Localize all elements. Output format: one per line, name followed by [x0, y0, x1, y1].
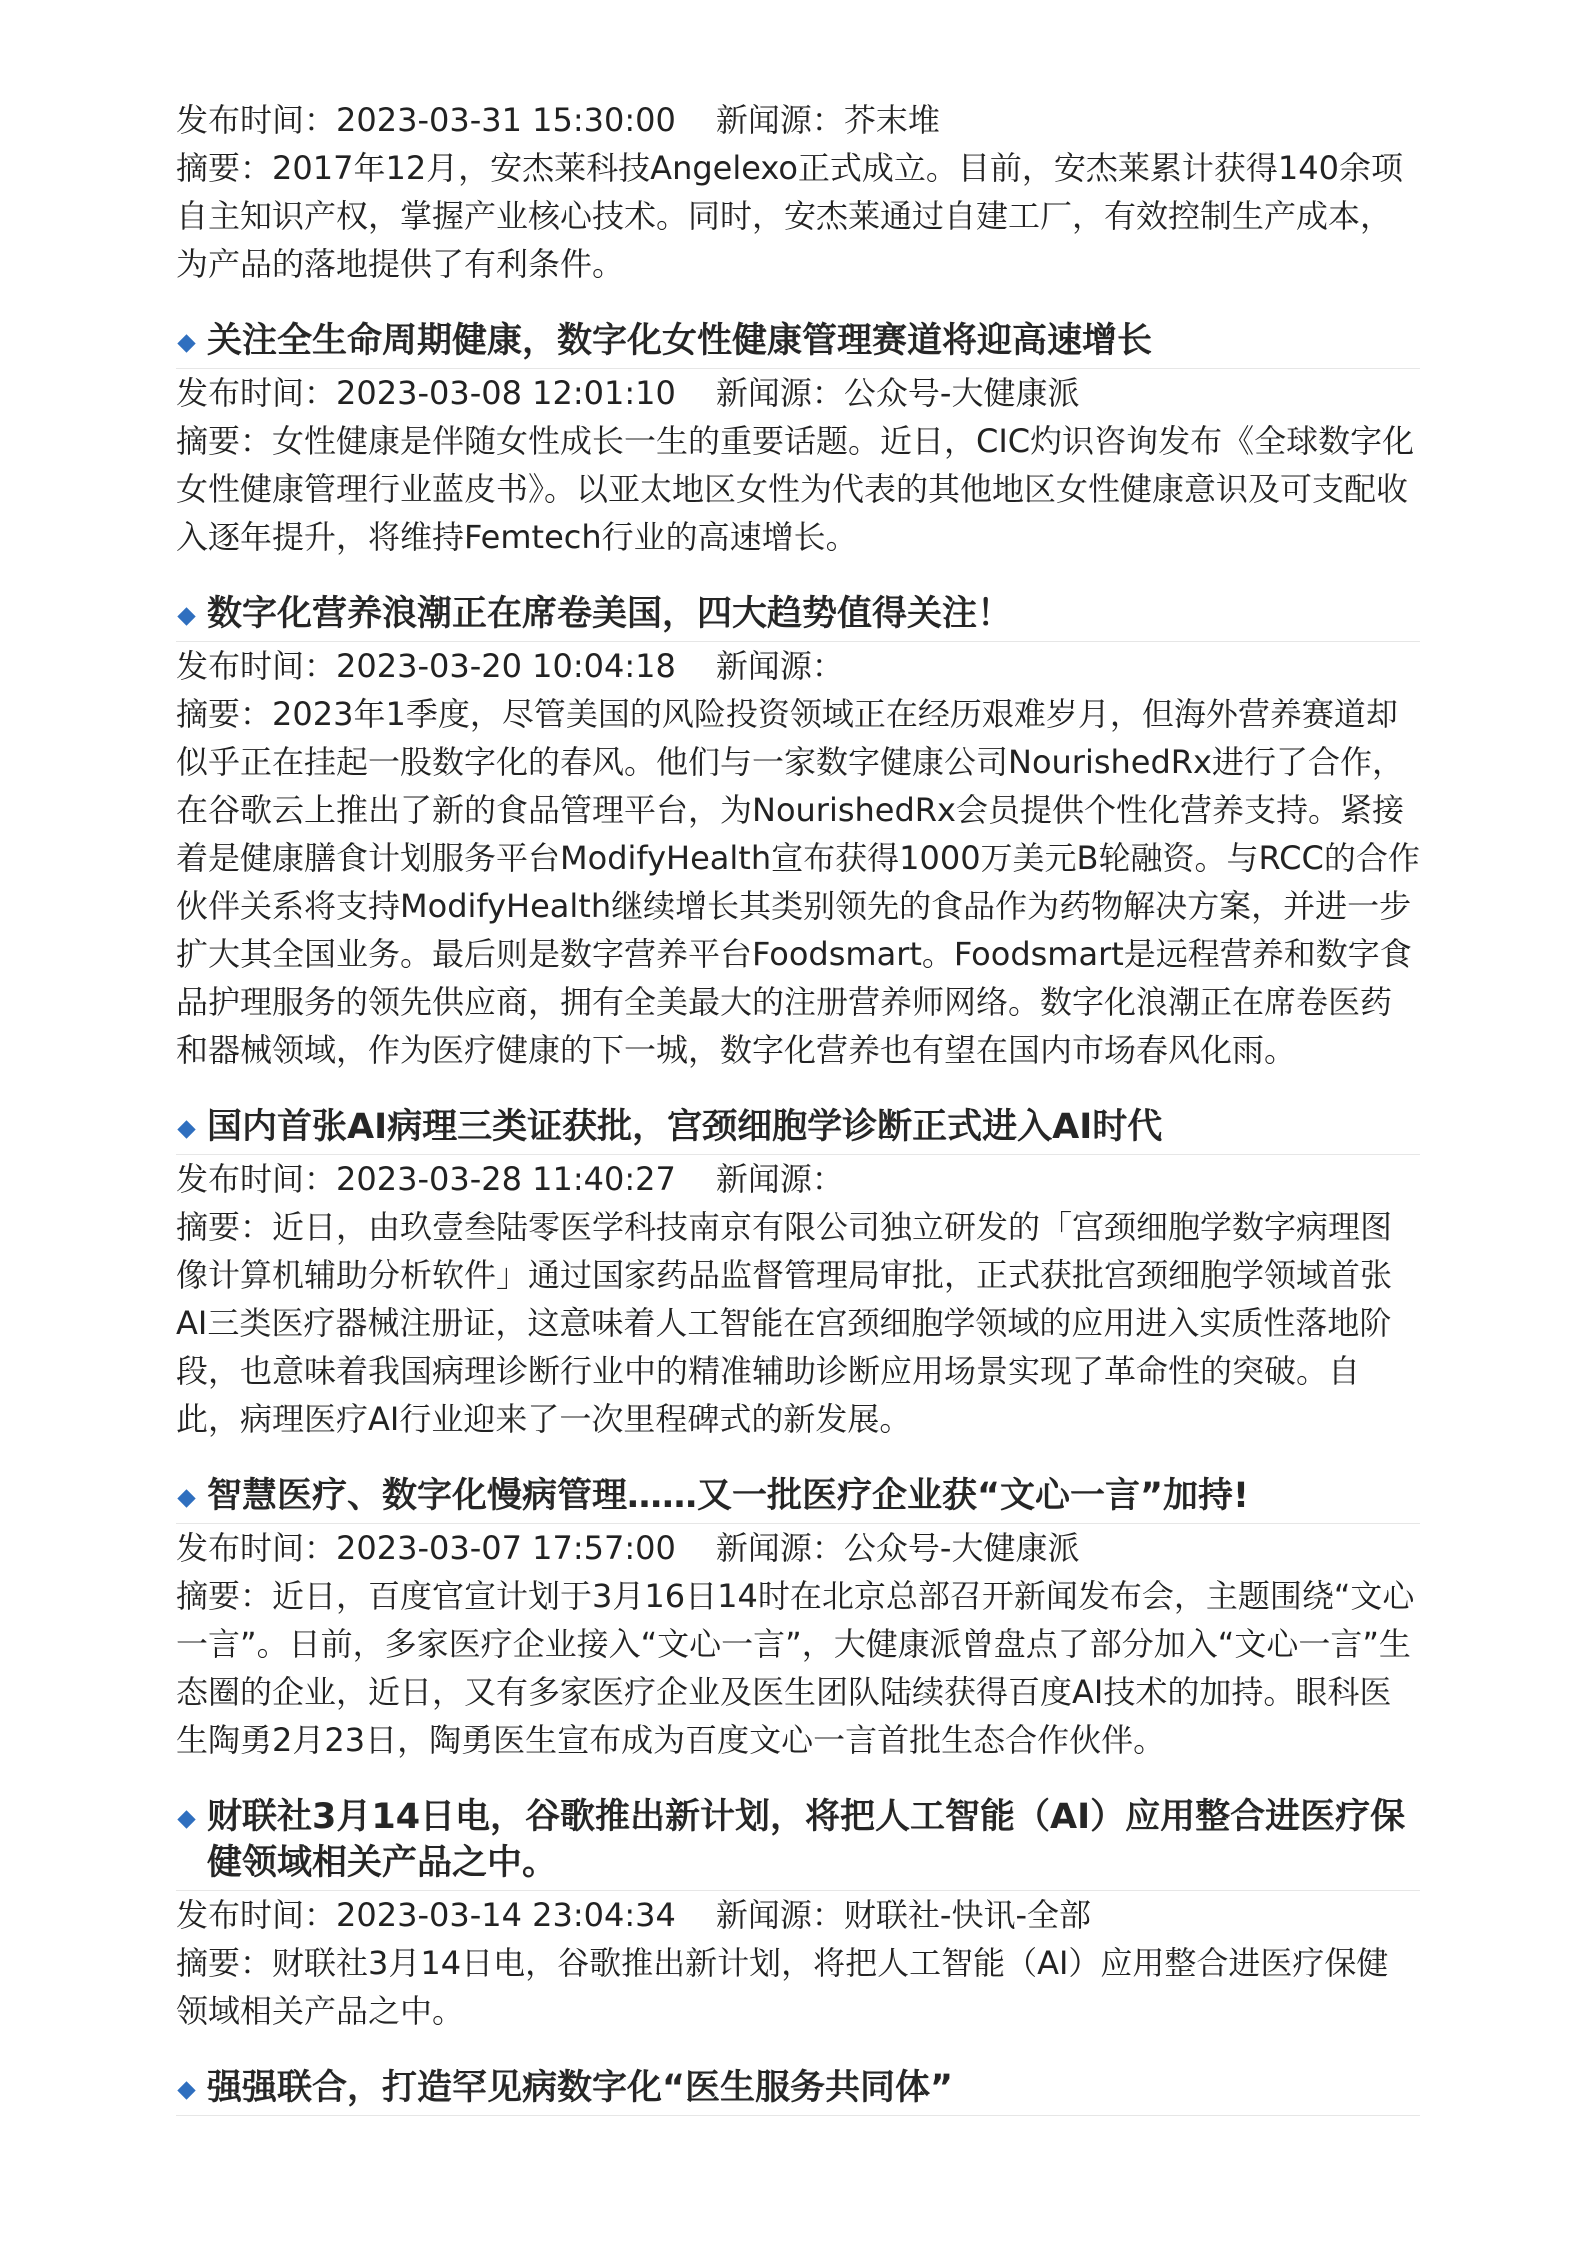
diamond-bullet-icon — [177, 1489, 195, 1507]
summary-label: 摘要： — [176, 422, 273, 460]
article-item — [176, 2065, 1420, 2116]
news-source-label: 新闻源： — [715, 101, 844, 139]
publish-time: 2023-03-20 10:04:18 — [336, 647, 676, 685]
news-source-label: 新闻源： — [715, 647, 844, 685]
news-list — [176, 96, 1420, 2116]
article-title[interactable] — [176, 2065, 1420, 2116]
summary-text: 女性健康是伴随女性成长一生的重要话题。近日，CIC灼识咨询发布《全球数字化女性健康管理行业蓝皮书》。以亚太地区女性为代表的其他地区女性健康意识及可支配收入逐年提升，将维持Femtech行业的高速增长。 — [176, 422, 1415, 556]
article-title[interactable] — [176, 318, 1420, 369]
news-source-label: 新闻源： — [715, 1896, 844, 1934]
publish-time: 2023-03-08 12:01:10 — [336, 374, 676, 412]
diamond-bullet-icon — [177, 1810, 195, 1828]
diamond-bullet-icon — [177, 607, 195, 625]
article-title-text[interactable]: 财联社3月14日电，谷歌推出新计划，将把人工智能（AI）应用整合进医疗保健领域相关产品之中。 — [207, 1797, 1406, 1883]
news-source-label: 新闻源： — [715, 1529, 844, 1567]
summary-text: 近日，百度官宣计划于3月16日14时在北京总部召开新闻发布会，主题围绕“文心一言”。日前，多家医疗企业接入“文心一言”，大健康派曾盘点了部分加入“文心一言”生态圈的企业，近日，又有多家医疗企业及医生团队陆续获得百度AI技术的加持。眼科医生陶勇2月23日，陶勇医生宣布成为百度文心一言首批生态合作伙伴。 — [176, 1577, 1415, 1759]
article-meta — [176, 1524, 1420, 1572]
publish-time: 2023-03-31 15:30:00 — [336, 101, 676, 139]
diamond-bullet-icon — [177, 1120, 195, 1138]
news-source-label: 新闻源： — [715, 1160, 844, 1198]
publish-time-label: 发布时间： — [176, 1160, 337, 1198]
summary-text: 2017年12月，安杰莱科技Angelexo正式成立。目前，安杰莱累计获得140余项自主知识产权，掌握产业核心技术。同时，安杰莱通过自建工厂，有效控制生产成本，为产品的落地提供了有利条件。 — [176, 149, 1403, 283]
article-meta — [176, 1155, 1420, 1203]
summary-label: 摘要： — [176, 1208, 273, 1246]
publish-time-label: 发布时间： — [176, 1529, 337, 1567]
summary-label: 摘要： — [176, 149, 273, 187]
summary-text: 2023年1季度，尽管美国的风险投资领域正在经历艰难岁月，但海外营养赛道却似乎正在挂起一股数字化的春风。他们与一家数字健康公司NourishedRx进行了合作，在谷歌云上推出了新的食品管理平台，为NourishedRx会员提供个性化营养支持。紧接着是健康膳食计划服务平台ModifyHealth宣布获得1000万美元B轮融资。与RCC的合作伙伴关系将支持ModifyHealth继续增长其类别领先的食品作为药物解决方案，并进一步扩大其全国业务。最后则是数字营养平台Foodsmart。Foodsmart是远程营养和数字食品护理服务的领先供应商，拥有全美最大的注册营养师网络。数字化浪潮正在席卷医药和器械领域，作为医疗健康的下一城，数字化营养也有望在国内市场春风化雨。 — [176, 695, 1420, 1069]
article-meta — [176, 1891, 1420, 1939]
article-title-text[interactable]: 数字化营养浪潮正在席卷美国，四大趋势值得关注！ — [207, 594, 1013, 634]
article-title[interactable] — [176, 1794, 1420, 1891]
publish-time-label: 发布时间： — [176, 1896, 337, 1934]
article-summary — [176, 1203, 1420, 1443]
publish-time: 2023-03-14 23:04:34 — [336, 1896, 676, 1934]
news-source-label: 新闻源： — [715, 374, 844, 412]
news-source: 财联社-快讯-全部 — [843, 1896, 1091, 1934]
article-summary — [176, 690, 1420, 1074]
article-item — [176, 1473, 1420, 1764]
news-source: 芥末堆 — [843, 101, 940, 139]
article-item — [176, 318, 1420, 561]
article-title-text[interactable]: 智慧医疗、数字化慢病管理……又一批医疗企业获“文心一言”加持! — [207, 1476, 1249, 1516]
article-meta — [176, 369, 1420, 417]
article-summary — [176, 1939, 1420, 2035]
summary-label: 摘要： — [176, 1944, 273, 1982]
article-meta — [176, 96, 1420, 144]
summary-text: 近日，由玖壹叁陆零医学科技南京有限公司独立研发的「宫颈细胞学数字病理图像计算机辅助分析软件」通过国家药品监督管理局审批，正式获批宫颈细胞学领域首张AI三类医疗器械注册证，这意味着人工智能在宫颈细胞学领域的应用进入实质性落地阶段，也意味着我国病理诊断行业中的精准辅助诊断应用场景实现了革命性的突破。自此，病理医疗AI行业迎来了一次里程碑式的新发展。 — [176, 1208, 1393, 1438]
article-item — [176, 1794, 1420, 2035]
article-title-text[interactable]: 强强联合，打造罕见病数字化“医生服务共同体” — [207, 2068, 954, 2108]
publish-time: 2023-03-07 17:57:00 — [336, 1529, 676, 1567]
article-title-text[interactable]: 国内首张AI病理三类证获批，宫颈细胞学诊断正式进入AI时代 — [207, 1107, 1163, 1147]
publish-time-label: 发布时间： — [176, 101, 337, 139]
publish-time-label: 发布时间： — [176, 374, 337, 412]
article-title[interactable] — [176, 591, 1420, 642]
summary-label: 摘要： — [176, 1577, 273, 1615]
article-lead — [176, 96, 1420, 288]
publish-time-label: 发布时间： — [176, 647, 337, 685]
article-title-text[interactable]: 关注全生命周期健康，数字化女性健康管理赛道将迎高速增长 — [207, 321, 1153, 361]
article-item — [176, 591, 1420, 1074]
article-item — [176, 1104, 1420, 1443]
news-source: 公众号-大健康派 — [843, 1529, 1080, 1567]
publish-time: 2023-03-28 11:40:27 — [336, 1160, 676, 1198]
article-summary — [176, 144, 1420, 288]
summary-label: 摘要： — [176, 695, 273, 733]
news-source: 公众号-大健康派 — [843, 374, 1080, 412]
article-summary — [176, 1572, 1420, 1764]
article-meta — [176, 642, 1420, 690]
article-title[interactable] — [176, 1104, 1420, 1155]
diamond-bullet-icon — [177, 2081, 195, 2099]
summary-text: 财联社3月14日电，谷歌推出新计划，将把人工智能（AI）应用整合进医疗保健领域相关产品之中。 — [176, 1944, 1389, 2030]
article-title[interactable] — [176, 1473, 1420, 1524]
article-summary — [176, 417, 1420, 561]
diamond-bullet-icon — [177, 334, 195, 352]
